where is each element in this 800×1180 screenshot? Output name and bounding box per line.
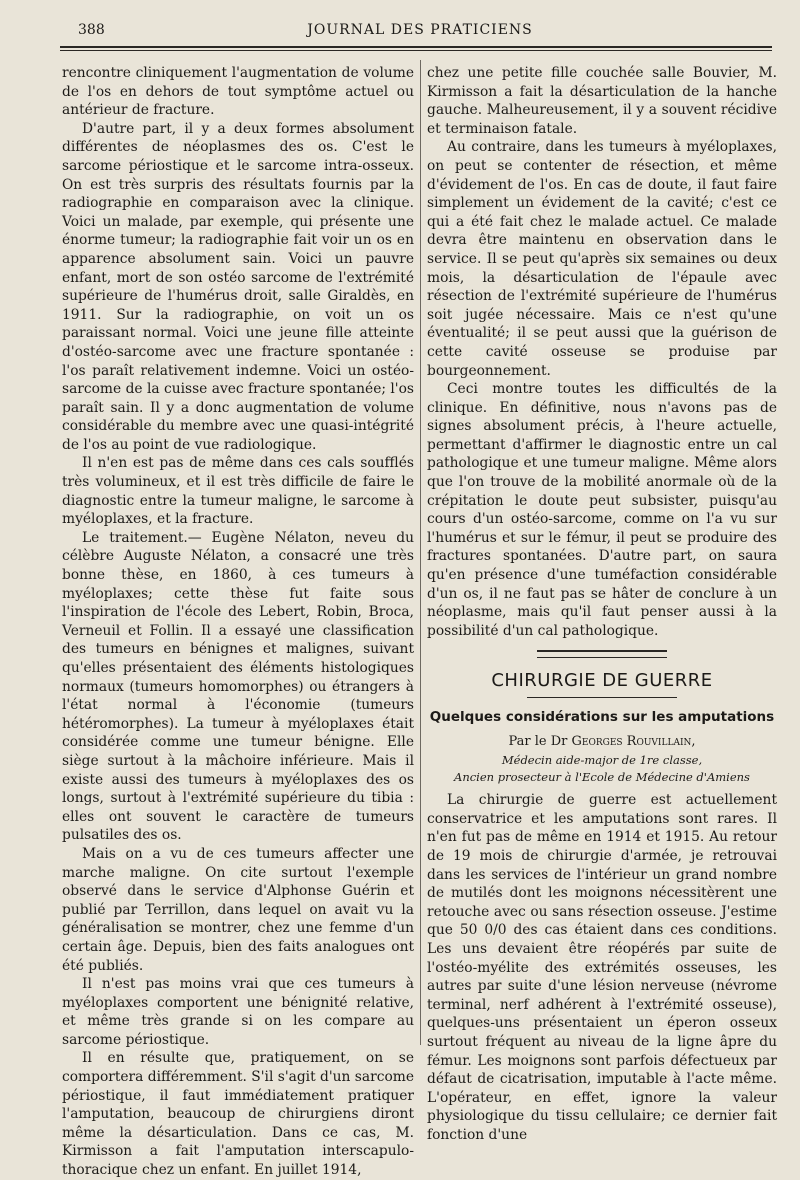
right-column	[427, 64, 777, 1143]
paragraph: Il n'est pas moins vrai que ces tumeurs à myéloplaxes comportent une bénignité relative, et même très grande si on les compare au sarcome périostique.	[62, 976, 414, 1048]
article-title: Quelques considérations sur les amputations	[429, 709, 775, 725]
paragraph: Il n'en est pas de même dans ces cals soufflés très volumineux, et il est très difficile de faire le diagnostic entre la tumeur maligne, le sarcome à myéloplaxes, et la fracture.	[62, 455, 414, 528]
byline	[427, 733, 777, 752]
paragraph: Mais on a vu de ces tumeurs affecter une marche maligne. On cite surtout l'exemple observé dans le service d'Alphonse Guérin et publié par Terrillon, dans lequel on avait vu la généralisation se montrer, chez une femme d'un certain âge. Depuis, bien des faits analogues ont été publiés.	[62, 845, 414, 974]
column-divider	[420, 60, 421, 1045]
paragraph: Le traitement.— Eugène Nélaton, neveu du célèbre Auguste Nélaton, a consacré une très bonne thèse, en 1860, à ces tumeurs à myéloplaxes; cette thèse fut faite sous l'inspiration de l'école des Lebert, Robin, Broca, Verneuil et Follin. Il a essayé une classification des tumeurs en bénignes et malignes, suivant qu'elles présentaient des éléments histologiques normaux (tumeurs homomorphes) ou étrangers à l'état normal à l'économie (tumeurs hétéromorphes). La tumeur à myéloplaxes était considérée comme une tumeur bénigne. Elle siège surtout à la mâchoire inférieure. Mais il existe aussi des tumeurs à myéloplaxes des os longs, surtout à l'extrémité supérieure du tibia : elles ont souvent le caractère de tumeurs pulsatiles des os.	[62, 529, 414, 844]
section-title: CHIRURGIE DE GUERRE	[491, 670, 713, 692]
paragraph: Il en résulte que, pratiquement, on se comportera différemment. S'il s'agit d'un sarcome périostique, il faut immédiatement pratiquer l'amputation, beaucoup de chirurgiens diront même la désarticulation. Dans ce cas, M. Kirmisson a fait l'amputation interscapulo-thoracique chez un enfant. En juillet 1914,	[62, 1050, 414, 1179]
paragraph: Ceci montre toutes les difficultés de la clinique. En définitive, nous n'avons pas de signes absolument précis, à l'heure actuelle, permettant d'affirmer le diagnostic entre un cal pathologique et une tumeur maligne. Même alors que l'on trouve de la mobilité anormale où de la crépitation le doute peut subsister, puisqu'au cours d'un ostéo-sarcome, comme on l'a vu sur l'humérus et sur le fémur, il peut se produire des fractures spontanées. D'autre part, on saura qu'en présence d'une tuméfaction considérable d'un os, il ne faut pas se hâter de conclure à un néoplasme, mais qu'il faut penser aussi à la possibilité d'un cal pathologique.	[427, 381, 777, 639]
paragraph: La chirurgie de guerre est actuellement conservatrice et les amputations sont rares. Il n'en fut pas de même en 1914 et 1915. Au retour de 19 mois de chirurgie d'armée, je retrouvai dans les services de l'intérieur un grand nombre de mutilés dont les moignons nécessitèrent une retouche avec ou sans résection osseuse. J'estime que 50 0/0 des cas étaient dans ces conditions. Les uns devaient être réopérés par suite de l'ostéo-myélite des extrémités osseuses, les autres par suite d'une lésion nerveuse (névrome terminal, nerf adhérent à l'extrémité osseuse), quelques-uns présentaient un éperon osseux surtout fréquent au niveau de la ligne âpre du fémur. Les moignons sont parfois défectueux par défaut de cicatrisation, imputable à l'acte même. L'opérateur, en effet, ignore la valeur physiologique du tissu cellulaire; ce dernier fait fonction d'une	[427, 792, 777, 1143]
affiliation: Ancien prosecteur à l'Ecole de Médecine d'Amiens	[454, 770, 750, 785]
left-column	[62, 64, 414, 1179]
paragraph: Au contraire, dans les tumeurs à myéloplaxes, on peut se contenter de résection, et même d'évidement de l'os. En cas de doute, il faut faire simplement un évidement de la cavité; c'est ce qui a été fait chez le malade actuel. Ce malade devra être maintenu en observation dans le service. Il se peut qu'après six semaines ou deux mois, la désarticulation de l'épaule avec résection de l'extrémité supérieure de l'humérus soit jugée nécessaire. Mais ce n'est qu'une éventualité; il se peut aussi que la guérison de cette cavité osseuse se produise par bourgeonnement.	[427, 139, 777, 379]
header-rule	[60, 46, 772, 48]
paragraph: rencontre cliniquement l'augmentation de volume de l'os en dehors de tout symptôme actuel ou antérieur de fracture.	[62, 65, 414, 119]
paragraph: D'autre part, il y a deux formes absolument différentes de néoplasmes des os. C'est le sarcome périostique et le sarcome intra-osseux. On est très surpris des résultats fournis par la radiographie en comparaison avec la clinique. Voici un malade, par exemple, qui présente une énorme tumeur; la radiographie fait voir un os en apparence absolument sain. Voici un pauvre enfant, mort de son ostéo sarcome de l'extrémité supérieure de l'humérus droit, salle Giraldès, en 1911. Sur la radiographie, on voit un os paraissant normal. Voici une jeune fille atteinte d'ostéo-sarcome avec une fracture spontanée : l'os paraît relativement indemne. Voici un ostéo-sarcome de la cuisse avec fracture spontanée; l'os paraît sain. Il y a donc augmentation de volume considérable du membre avec une quasi-intégrité de l'os au point de vue radiologique.	[62, 120, 414, 453]
byline-prefix: Par le Dr	[508, 733, 568, 749]
section-separator	[537, 650, 667, 658]
affiliation: Médecin aide-major de 1re classe,	[501, 753, 703, 768]
page-number: 388	[78, 22, 105, 38]
header-rule-thin	[60, 50, 772, 51]
journal-title: JOURNAL DES PRATICIENS	[307, 22, 533, 38]
author-name: Georges Rouvillain,	[571, 733, 696, 749]
page-header	[60, 22, 780, 44]
paragraph: chez une petite fille couchée salle Bouvier, M. Kirmisson a fait la désarticulation de la hanche gauche. Malheureusement, il y a souvent récidive et terminaison fatale.	[427, 65, 777, 137]
title-rule	[527, 697, 677, 698]
